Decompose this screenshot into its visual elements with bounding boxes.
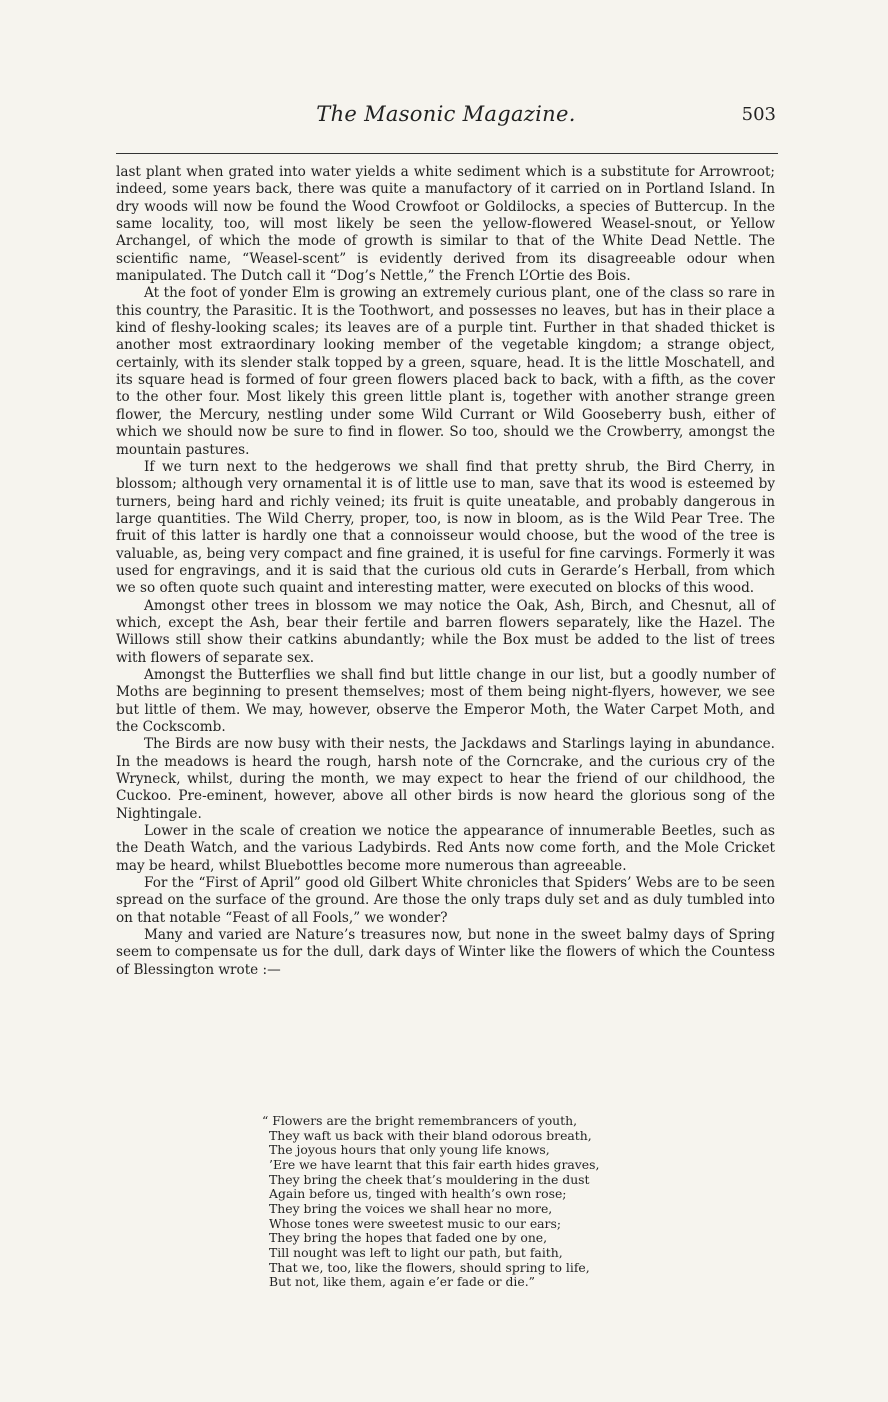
- poem-line: They bring the cheek that’s mouldering in the dust: [269, 1171, 590, 1187]
- paragraph: Lower in the scale of creation we notice the appearance of innumerable Beetles, such as the Death Watch, and the various Ladybirds. Red Ants now come forth, and the Mole Cricket may be heard, whilst Bluebottles become more numerous than agreeable.: [116, 823, 775, 874]
- poem-line: ’Ere we have learnt that this fair earth hides graves,: [269, 1156, 600, 1172]
- paragraph: Amongst other trees in blossom we may notice the Oak, Ash, Birch, and Chesnut, all of which, except the Ash, bear their fertile and barren flowers separately, like the Hazel. The Willows still show their catkins abundantly; while the Box must be added to the list of trees with flowers of separate sex.: [116, 597, 775, 666]
- poem-quote: [262, 1114, 662, 1290]
- paragraph: If we turn next to the hedgerows we shall find that pretty shrub, the Bird Cherry, in blossom; although very ornamental it is of little use to man, save that its wood is esteemed by turners, being hard and richly veined; its fruit is quite uneatable, and probably dangerous in large quantities. The Wild Cherry, proper, too, is now in bloom, as is the Wild Pear Tree. The fruit of this latter is hardly one that a connoisseur would choose, but the wood of the tree is valuable, as, being very compact and fine grained, it is useful for fine carvings. Formerly it was used for engravings, and it is said that the curious old cuts in Gerarde’s Herball, from which we so often quote such quaint and interesting matter, were executed on blocks of this wood.: [116, 458, 775, 597]
- paragraph: The Birds are now busy with their nests, the Jackdaws and Starlings laying in abundance. In the meadows is heard the rough, harsh note of the Corncrake, and the curious cry of the Wryneck, whilst, during the month, we may expect to hear the friend of our childhood, the Cuckoo. Pre-eminent, however, above all other birds is now heard the glorious song of the Nightingale.: [116, 736, 775, 822]
- header-rule: [116, 153, 778, 154]
- poem-line: Whose tones were sweetest music to our ears;: [269, 1215, 561, 1231]
- page-header: [116, 96, 776, 136]
- page-number: 503: [741, 104, 776, 125]
- poem-line: But not, like them, again e’er fade or die.”: [269, 1274, 535, 1290]
- poem-line: Till nought was left to light our path, but faith,: [269, 1244, 563, 1260]
- poem-line: Again before us, tinged with health’s own rose;: [269, 1186, 567, 1202]
- article-body: [116, 164, 775, 979]
- paragraph: Many and varied are Nature’s treasures now, but none in the sweet balmy days of Spring seem to compensate us for the dull, dark days of Winter like the flowers of which the Countess of Blessington wrote :—: [116, 927, 775, 978]
- paragraph: At the foot of yonder Elm is growing an extremely curious plant, one of the class so rare in this country, the Parasitic. It is the Toothwort, and possesses no leaves, but has in their place a kind of fleshy-looking scales; its leaves are of a purple tint. Further in that shaded thicket is another most extraordinary looking member of the vegetable kingdom; a strange object, certainly, with its slender stalk topped by a green, square, head. It is the little Moschatell, and its square head is formed of four green flowers placed back to back, with a fifth, as the cover to the other four. Most likely this green little plant is, together with another strange green flower, the Mercury, nestling under some Wild Currant or Wild Gooseberry bush, either of which we should now be sure to find in flower. So too, should we the Crowberry, amongst the mountain pastures.: [116, 285, 775, 458]
- paragraph: Amongst the Butterflies we shall find but little change in our list, but a goodly number of Moths are beginning to present themselves; most of them being night-flyers, however, we see but little of them. We may, however, observe the Emperor Moth, the Water Carpet Moth, and the Cockscomb.: [116, 666, 775, 735]
- poem-line: They waft us back with their bland odorous breath,: [269, 1127, 592, 1143]
- paragraph: last plant when grated into water yields a white sediment which is a substitute for Arrowroot; indeed, some years back, there was quite a manufactory of it carried on in Portland Island. In dry woods will now be found the Wood Crowfoot or Goldilocks, a species of Buttercup. In the same locality, too, will most likely be seen the yellow-flowered Weasel-snout, or Yellow Archangel, of which the mode of growth is similar to that of the White Dead Nettle. The scientific name, “Weasel-scent” is evidently derived from its disagreeable odour when manipulated. The Dutch call it “Dog’s Nettle,” the French L’Ortie des Bois.: [116, 164, 775, 285]
- poem-line: That we, too, like the flowers, should spring to life,: [269, 1259, 590, 1275]
- poem-line: They bring the hopes that faded one by one,: [269, 1230, 548, 1246]
- poem-line: “ Flowers are the bright remembrancers of youth,: [262, 1113, 578, 1128]
- running-title: The Masonic Magazine.: [316, 102, 576, 126]
- poem-line: They bring the voices we shall hear no more,: [269, 1200, 553, 1216]
- paragraph: For the “First of April” good old Gilbert White chronicles that Spiders’ Webs are to be seen spread on the surface of the ground. Are those the only traps duly set and as duly tumbled into on that notable “Feast of all Fools,” we wonder?: [116, 875, 775, 926]
- poem-line: The joyous hours that only young life knows,: [269, 1142, 550, 1158]
